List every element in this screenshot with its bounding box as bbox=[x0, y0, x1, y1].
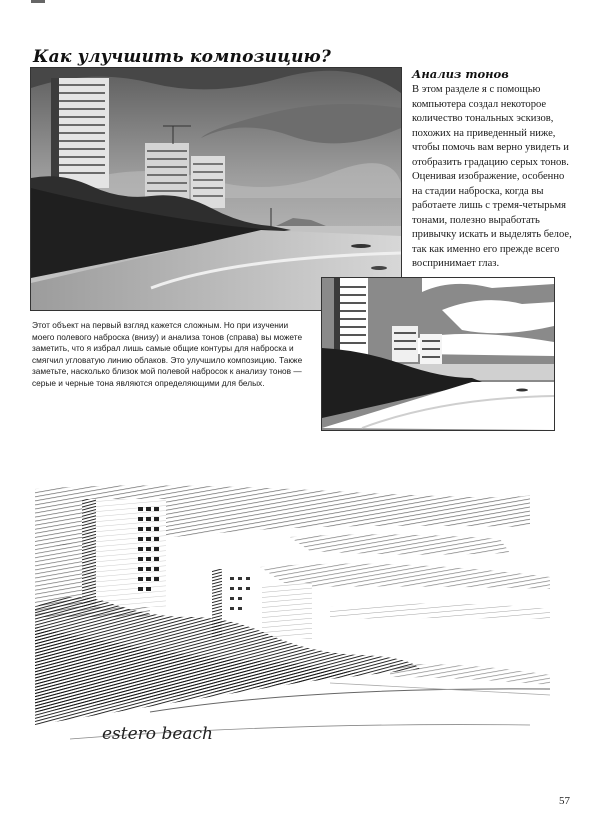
top-edge-mark bbox=[31, 0, 45, 3]
page-number: 57 bbox=[559, 795, 570, 807]
photo-caption: Этот объект на первый взгляд кажется сложным. Но при изучении моего полевого наброска (внизу) и анализа тонов (справа) вы можете заметить, что я избрал лишь самые общие контуры для наброска и смягчил угловатую линию облаков. Это улучшило композицию. Также заметьте, насколько близок мой полевой набросок к анализу тонов — серые и черные тона являются определяющими для белых. bbox=[32, 320, 303, 388]
field-sketch bbox=[30, 477, 560, 757]
sketch-signature: estero beach bbox=[102, 724, 213, 744]
tone-analysis-image bbox=[321, 277, 555, 431]
beach-photograph bbox=[30, 67, 402, 311]
tone-analysis-graphic bbox=[322, 278, 554, 430]
tone-analysis-section bbox=[412, 67, 572, 272]
section-body-text: В этом разделе я с помощью компьютера создал некоторое количество тональных эскизов, похожих на приведенный ниже, чтобы помочь вам верно увидеть и отобразить градацию серых тонов. Оценивая изображение, особенно на стадии наброска, когда вы работаете лишь с тремя-четырьмя тонами, полезно выработать привычку искать и выделять белое, так как именно его прежде всего воспринимает глаз. bbox=[412, 84, 572, 269]
beach-photo-image bbox=[31, 68, 401, 310]
section-heading: Анализ тонов bbox=[412, 67, 509, 81]
charcoal-sketch-drawing bbox=[30, 477, 560, 757]
page-title: Как улучшить композицию? bbox=[33, 47, 332, 68]
